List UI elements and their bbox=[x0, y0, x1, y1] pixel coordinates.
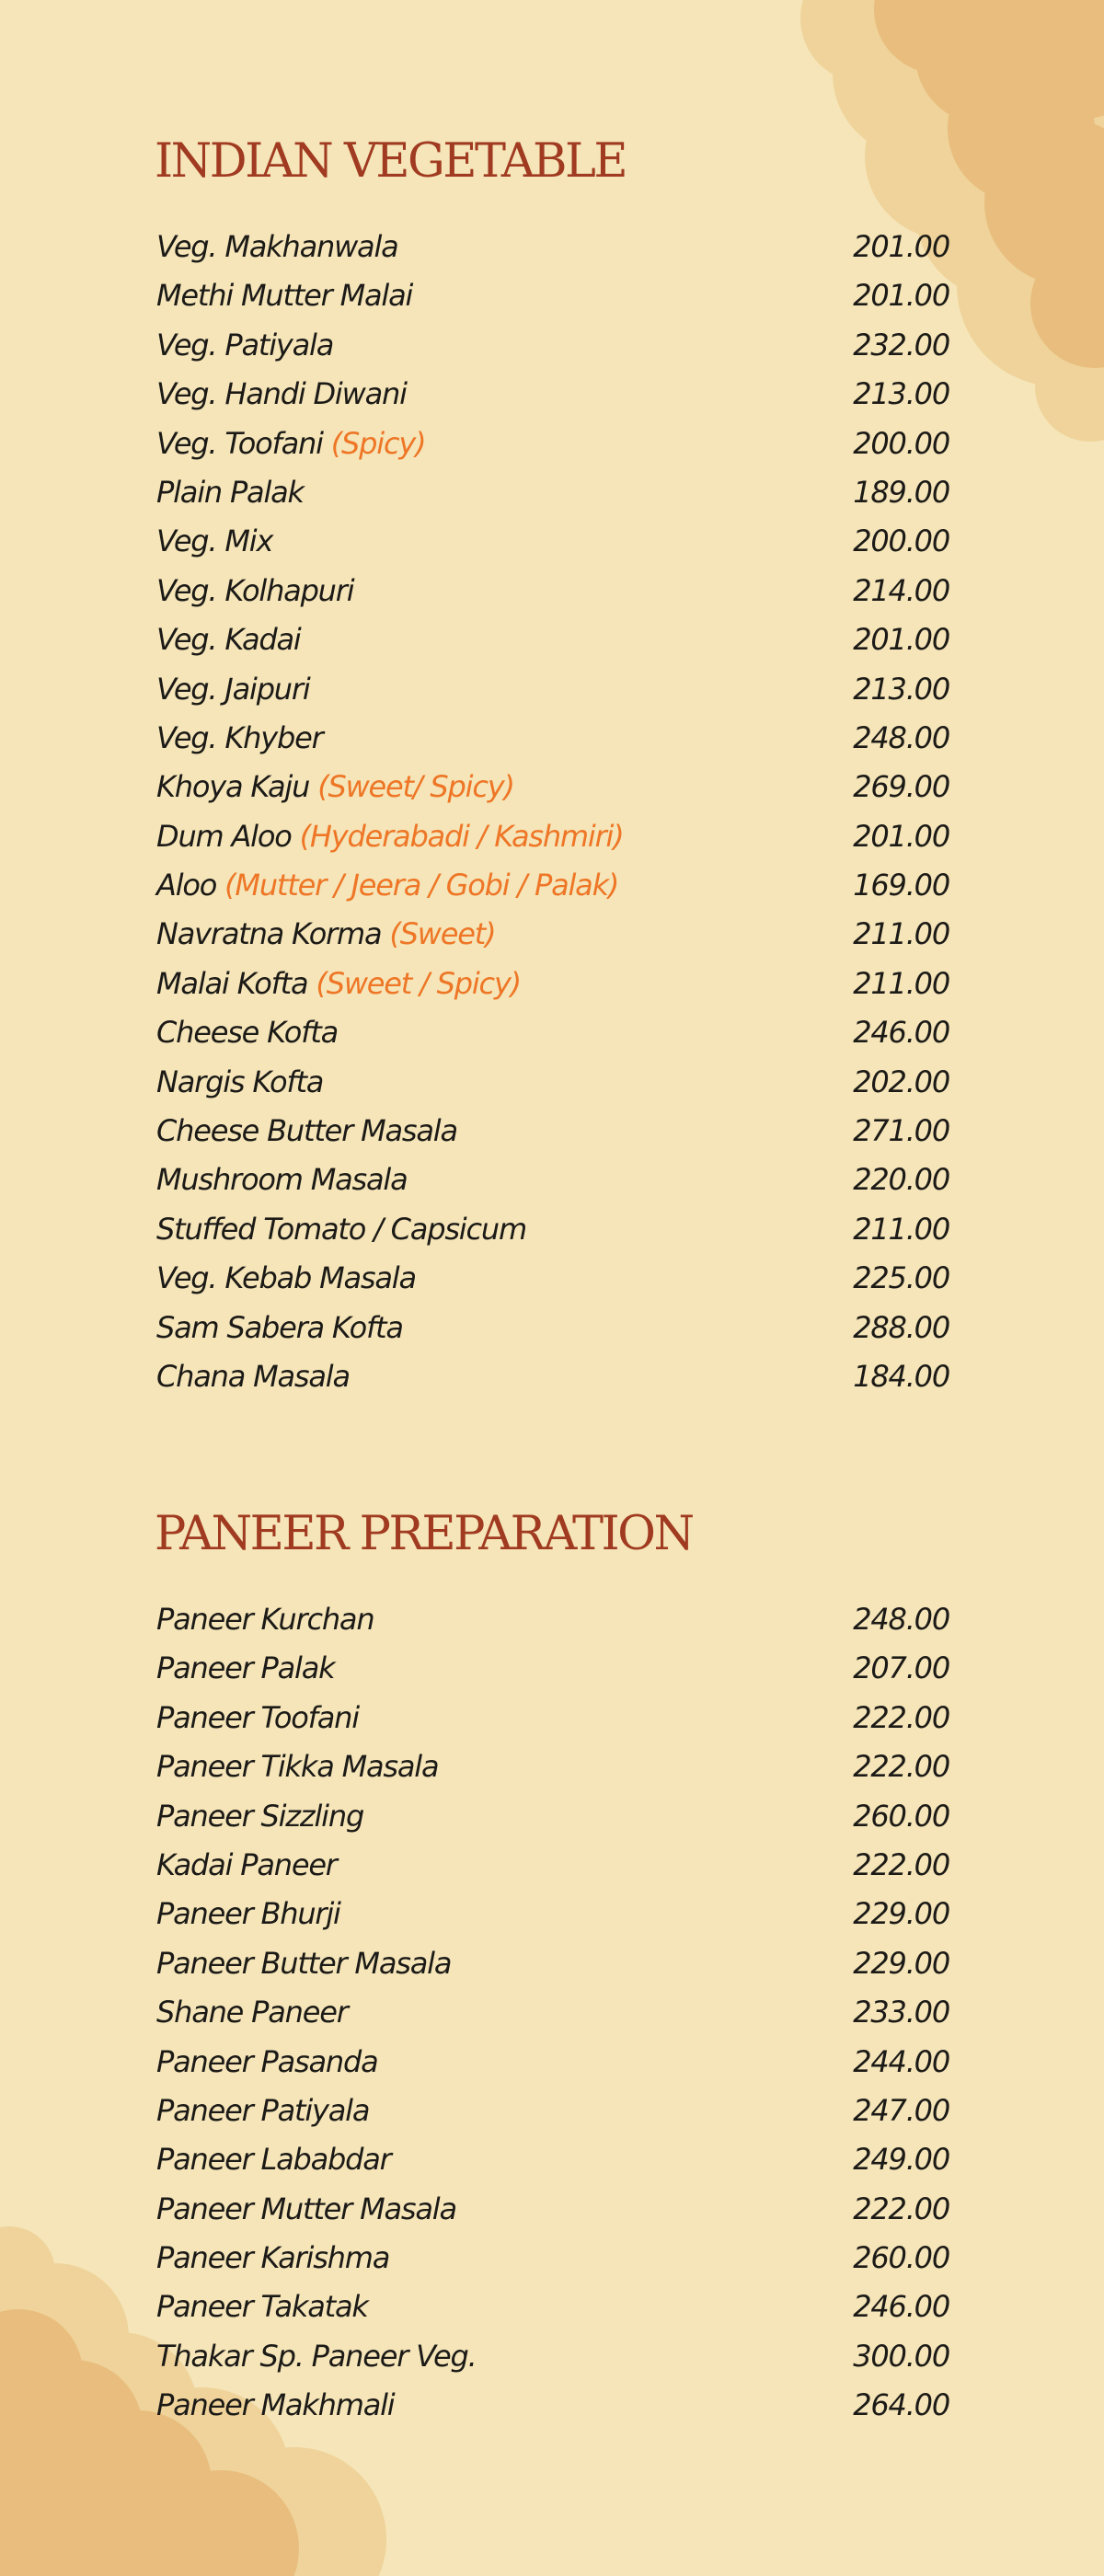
menu-item-name: Cheese Kofta bbox=[156, 1015, 338, 1051]
menu-item-price: 222.00 bbox=[853, 1699, 949, 1735]
menu-item-name: Veg. Kadai bbox=[156, 622, 301, 658]
menu-item-name-line bbox=[156, 1595, 374, 1644]
menu-item-price: 214.00 bbox=[853, 572, 949, 608]
menu-item bbox=[156, 2135, 951, 2184]
menu-item-name-line bbox=[156, 1644, 334, 1693]
menu-item-name-line bbox=[156, 370, 407, 419]
menu-item-price: 229.00 bbox=[853, 1896, 949, 1932]
menu-item-name: Dum Aloo bbox=[156, 818, 292, 854]
menu-item-name-line bbox=[156, 1107, 457, 1156]
menu-item-name-line bbox=[156, 910, 495, 959]
menu-item bbox=[156, 1841, 951, 1890]
menu-item-price: 200.00 bbox=[853, 425, 949, 461]
menu-item bbox=[156, 1595, 951, 1644]
menu-item-name-line bbox=[156, 517, 272, 566]
menu-item bbox=[156, 1694, 951, 1742]
menu-item bbox=[156, 1008, 951, 1057]
menu-item-name-line bbox=[156, 1939, 451, 1988]
menu-item-price: 201.00 bbox=[853, 622, 949, 658]
menu-item bbox=[156, 1156, 951, 1204]
menu-item-name: Veg. Jaipuri bbox=[156, 671, 310, 707]
menu-item-name: Paneer Tikka Masala bbox=[156, 1749, 439, 1785]
menu-item-name-line bbox=[156, 1156, 408, 1204]
menu-item bbox=[156, 567, 951, 615]
menu-item bbox=[156, 1058, 951, 1107]
menu-item-price: 246.00 bbox=[853, 1015, 949, 1051]
menu-item-name: Veg. Patiyala bbox=[156, 327, 334, 362]
menu-item-name-line bbox=[156, 2234, 389, 2283]
menu-item bbox=[156, 1890, 951, 1938]
menu-item-name: Paneer Toofani bbox=[156, 1699, 359, 1735]
menu-item-note: (Spicy) bbox=[330, 425, 426, 461]
menu-item-name: Paneer Palak bbox=[156, 1650, 335, 1686]
section-title: INDIAN VEGETABLE bbox=[155, 134, 627, 189]
menu-item bbox=[156, 2234, 951, 2283]
menu-item bbox=[156, 714, 951, 763]
menu-item-name-line bbox=[156, 1008, 338, 1057]
menu-item-name-line bbox=[156, 714, 323, 763]
menu-item bbox=[156, 665, 951, 714]
menu-item-name-line bbox=[156, 420, 425, 468]
menu-item-name: Veg. Mix bbox=[156, 523, 273, 559]
menu-item-name: Khoya Kaju bbox=[156, 769, 310, 805]
menu-item bbox=[156, 763, 951, 811]
menu-item-price: 222.00 bbox=[853, 1846, 949, 1882]
menu-item-name: Aloo bbox=[156, 868, 217, 903]
menu-item-name-line bbox=[156, 1890, 340, 1938]
menu-item-name-line bbox=[156, 468, 304, 517]
menu-item-price: 213.00 bbox=[853, 671, 949, 707]
menu-item-price: 264.00 bbox=[853, 2387, 949, 2423]
menu-item-name: Veg. Khyber bbox=[156, 719, 323, 755]
menu-item bbox=[156, 910, 951, 959]
menu-item bbox=[156, 2381, 951, 2430]
menu-item bbox=[156, 1352, 951, 1401]
menu-item-name-line bbox=[156, 321, 333, 370]
menu-item-price: 222.00 bbox=[853, 2191, 949, 2226]
menu-item-name-line bbox=[156, 2038, 377, 2087]
menu-item-name: Mushroom Masala bbox=[156, 1162, 408, 1198]
menu-item-price: 207.00 bbox=[853, 1650, 949, 1686]
menu-item-name-line bbox=[156, 1988, 348, 2037]
menu-item bbox=[156, 1742, 951, 1791]
menu-item-name: Chana Masala bbox=[156, 1358, 350, 1394]
menu-item-name: Veg. Toofani bbox=[156, 425, 323, 461]
menu-item-name-line bbox=[156, 1205, 526, 1254]
menu-item-price: 220.00 bbox=[853, 1162, 949, 1198]
menu-item bbox=[156, 2185, 951, 2234]
menu-item-name-line bbox=[156, 1254, 416, 1303]
menu-item-name-line bbox=[156, 1792, 363, 1841]
menu-item-price: 229.00 bbox=[853, 1945, 949, 1981]
menu-item-list bbox=[156, 1595, 951, 2431]
menu-item-price: 244.00 bbox=[853, 2043, 949, 2079]
menu-item-name: Malai Kofta bbox=[156, 965, 308, 1001]
menu-item-name-line bbox=[156, 763, 514, 811]
menu-item-name: Paneer Butter Masala bbox=[156, 1945, 452, 1981]
menu-item-name: Paneer Patiyala bbox=[156, 2092, 370, 2128]
menu-item bbox=[156, 420, 951, 468]
menu-item-price: 249.00 bbox=[853, 2142, 949, 2178]
menu-item bbox=[156, 271, 951, 320]
menu-item bbox=[156, 2283, 951, 2331]
menu-item-price: 211.00 bbox=[853, 916, 949, 952]
menu-item-name-line bbox=[156, 2185, 456, 2234]
menu-item-price: 246.00 bbox=[853, 2289, 949, 2325]
menu-item-price: 232.00 bbox=[853, 327, 949, 362]
menu-item bbox=[156, 321, 951, 370]
menu-item-price: 225.00 bbox=[853, 1260, 949, 1296]
menu-item-name-line bbox=[156, 2087, 369, 2135]
menu-item-name-line bbox=[156, 1742, 438, 1791]
menu-item-name-line bbox=[156, 1841, 337, 1890]
menu-item-note: (Sweet / Spicy) bbox=[316, 965, 521, 1001]
menu-item-price: 189.00 bbox=[853, 474, 949, 510]
menu-item-price: 247.00 bbox=[853, 2092, 949, 2128]
menu-item-price: 169.00 bbox=[853, 868, 949, 903]
menu-item-name: Paneer Karishma bbox=[156, 2240, 390, 2276]
menu-item-price: 201.00 bbox=[853, 818, 949, 854]
menu-item-price: 213.00 bbox=[853, 376, 949, 412]
menu-item-name: Sam Sabera Kofta bbox=[156, 1309, 403, 1345]
menu-item-name: Paneer Bhurji bbox=[156, 1896, 340, 1932]
menu-item-name: Kadai Paneer bbox=[156, 1846, 337, 1882]
menu-item-note: (Hyderabadi / Kashmiri) bbox=[299, 818, 624, 854]
menu-item-note: (Sweet) bbox=[389, 916, 496, 952]
menu-item bbox=[156, 468, 951, 517]
paneer-preparation-section bbox=[155, 1501, 951, 2431]
menu-item-price: 211.00 bbox=[853, 1211, 949, 1247]
menu-item-name: Paneer Sizzling bbox=[156, 1798, 364, 1834]
menu-item-name-line bbox=[156, 861, 618, 910]
menu-item-name: Navratna Korma bbox=[156, 916, 382, 952]
menu-item-name: Plain Palak bbox=[156, 474, 304, 510]
menu-item-name: Methi Mutter Malai bbox=[156, 278, 413, 314]
menu-item-name-line bbox=[156, 960, 521, 1008]
menu-item-name-line bbox=[156, 1058, 323, 1107]
menu-item-note: (Mutter / Jeera / Gobi / Palak) bbox=[224, 868, 619, 903]
menu-item-name: Veg. Handi Diwani bbox=[156, 376, 407, 412]
menu-item-name-line bbox=[156, 2381, 395, 2430]
menu-item-name: Stuffed Tomato / Capsicum bbox=[156, 1211, 526, 1247]
menu-item-name: Veg. Makhanwala bbox=[156, 229, 398, 264]
menu-item bbox=[156, 517, 951, 566]
menu-item-price: 248.00 bbox=[853, 719, 949, 755]
menu-item bbox=[156, 812, 951, 861]
menu-item-name-line bbox=[156, 2332, 477, 2381]
menu-item-name-line bbox=[156, 1694, 359, 1742]
menu-item-price: 184.00 bbox=[853, 1358, 949, 1394]
menu-item bbox=[156, 2038, 951, 2087]
menu-item-price: 260.00 bbox=[853, 1798, 949, 1834]
menu-item-name-line bbox=[156, 615, 301, 664]
menu-item-name-line bbox=[156, 812, 624, 861]
menu-item-name-line bbox=[156, 1304, 403, 1352]
menu-item-name-line bbox=[156, 2283, 368, 2331]
menu-item bbox=[156, 960, 951, 1008]
menu-item-name: Paneer Pasanda bbox=[156, 2043, 378, 2079]
menu-item-price: 269.00 bbox=[853, 769, 949, 805]
menu-item-name: Shane Paneer bbox=[156, 1995, 348, 2030]
menu-item bbox=[156, 1254, 951, 1303]
menu-item bbox=[156, 1988, 951, 2037]
menu-item-price: 200.00 bbox=[853, 523, 949, 559]
menu-item-name: Paneer Lababdar bbox=[156, 2142, 391, 2178]
menu-item-name: Cheese Butter Masala bbox=[156, 1113, 457, 1149]
menu-item bbox=[156, 2087, 951, 2135]
menu-item-name: Paneer Makhmali bbox=[156, 2387, 395, 2423]
menu-item-name: Paneer Takatak bbox=[156, 2289, 368, 2325]
menu-item bbox=[156, 1939, 951, 1988]
menu-item bbox=[156, 615, 951, 664]
menu-item-name: Veg. Kolhapuri bbox=[156, 572, 354, 608]
menu-item-price: 201.00 bbox=[853, 229, 949, 264]
menu-item bbox=[156, 1644, 951, 1693]
menu-item bbox=[156, 370, 951, 419]
menu-item-price: 300.00 bbox=[853, 2338, 949, 2374]
menu-item-name-line bbox=[156, 1352, 350, 1401]
indian-vegetable-section bbox=[155, 129, 951, 1401]
menu-item-price: 211.00 bbox=[853, 965, 949, 1001]
menu-item-price: 202.00 bbox=[853, 1064, 949, 1099]
menu-item bbox=[156, 2332, 951, 2381]
menu-item-price: 233.00 bbox=[853, 1995, 949, 2030]
menu-item-name-line bbox=[156, 665, 310, 714]
menu-item-price: 271.00 bbox=[853, 1113, 949, 1149]
menu-item-name: Veg. Kebab Masala bbox=[156, 1260, 416, 1296]
menu-item-name: Paneer Mutter Masala bbox=[156, 2191, 456, 2226]
section-title: PANEER PREPARATION bbox=[155, 1507, 693, 1561]
menu-item-name: Thakar Sp. Paneer Veg. bbox=[156, 2338, 477, 2374]
menu-item-price: 288.00 bbox=[853, 1309, 949, 1345]
menu-item bbox=[156, 1792, 951, 1841]
menu-item-price: 248.00 bbox=[853, 1602, 949, 1637]
menu-item-name-line bbox=[156, 2135, 391, 2184]
menu-item-price: 201.00 bbox=[853, 278, 949, 314]
menu-item-name-line bbox=[156, 223, 398, 271]
menu-item bbox=[156, 1205, 951, 1254]
menu-item bbox=[156, 1304, 951, 1352]
menu-item-note: (Sweet/ Spicy) bbox=[317, 769, 514, 805]
menu-item-name-line bbox=[156, 567, 353, 615]
menu-item-price: 260.00 bbox=[853, 2240, 949, 2276]
menu-item-list bbox=[156, 223, 951, 1401]
menu-item-name: Nargis Kofta bbox=[156, 1064, 324, 1099]
menu-item bbox=[156, 1107, 951, 1156]
menu-item-price: 222.00 bbox=[853, 1749, 949, 1785]
menu-item bbox=[156, 861, 951, 910]
menu-item-name-line bbox=[156, 271, 412, 320]
menu-item bbox=[156, 223, 951, 271]
menu-item-name: Paneer Kurchan bbox=[156, 1602, 374, 1637]
